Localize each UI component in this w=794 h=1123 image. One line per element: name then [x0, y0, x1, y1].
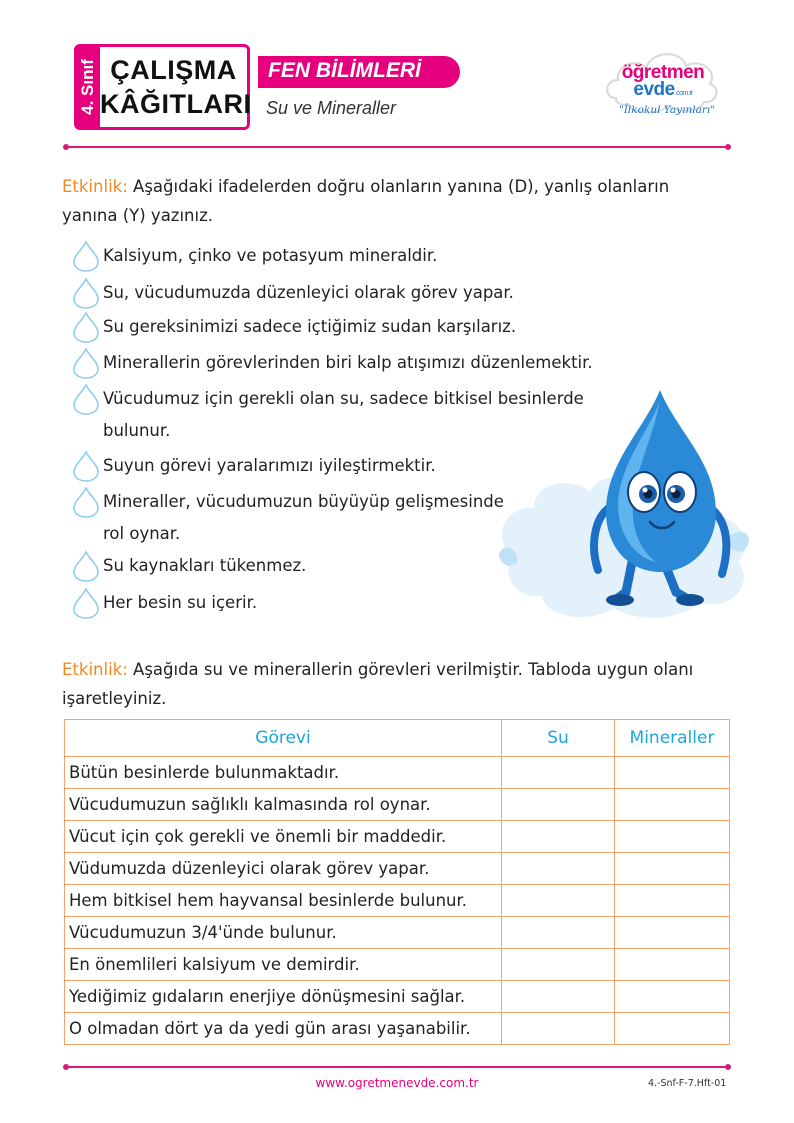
statement-text: Her besin su içerir.	[103, 593, 258, 612]
statement-text: Kalsiyum, çinko ve potasyum mineraldir.	[103, 246, 438, 265]
minerals-answer-cell[interactable]	[615, 1013, 730, 1045]
minerals-answer-cell[interactable]	[615, 885, 730, 917]
minerals-answer-cell[interactable]	[615, 917, 730, 949]
column-header-water: Su	[502, 720, 615, 757]
duty-cell: Vücut için çok gerekli ve önemli bir maddedir.	[65, 821, 502, 853]
activity2-instruction: Etkinlik: Aşağıda su ve minerallerin görevleri verilmiştir. Tabloda uygun olanı işaretleyiniz.	[62, 660, 694, 708]
duty-cell: O olmadan dört ya da yedi gün arası yaşanabilir.	[65, 1013, 502, 1045]
duty-cell: Hem bitkisel hem hayvansal besinlerde bulunur.	[65, 885, 502, 917]
water-answer-cell[interactable]	[502, 917, 615, 949]
water-answer-cell[interactable]	[502, 1013, 615, 1045]
table-row	[65, 789, 730, 821]
water-drop-icon[interactable]	[72, 277, 100, 309]
water-drop-icon[interactable]	[72, 311, 100, 343]
water-answer-cell[interactable]	[502, 949, 615, 981]
footer-divider	[66, 1066, 728, 1068]
water-drop-icon[interactable]	[72, 550, 100, 582]
water-drop-icon[interactable]	[72, 587, 100, 619]
statement-text: Mineraller, vücudumuzun büyüyüp gelişmesinde rol oynar.	[103, 492, 504, 543]
statement-item	[72, 347, 593, 379]
logo-text: öğretmen evde.com.tr	[621, 62, 705, 100]
table-row	[65, 853, 730, 885]
statement-text: Su, vücudumuzda düzenleyici olarak görev yapar.	[103, 283, 514, 302]
minerals-answer-cell[interactable]	[615, 949, 730, 981]
minerals-answer-cell[interactable]	[615, 853, 730, 885]
title-line-2: KÂĞITLARI	[100, 89, 252, 119]
worksheet-title-box	[100, 44, 250, 130]
minerals-answer-cell[interactable]	[615, 821, 730, 853]
water-answer-cell[interactable]	[502, 981, 615, 1013]
table-header-row	[65, 720, 730, 757]
water-answer-cell[interactable]	[502, 821, 615, 853]
duty-cell: Vücudumuzun 3/4'ünde bulunur.	[65, 917, 502, 949]
statement-text: Su gereksinimizi sadece içtiğimiz sudan karşılarız.	[103, 317, 517, 336]
statement-item	[72, 277, 514, 309]
statement-text: Su kaynakları tükenmez.	[103, 556, 307, 575]
duties-table	[64, 719, 730, 1045]
table-row	[65, 885, 730, 917]
water-drop-icon[interactable]	[72, 347, 100, 379]
table-row	[65, 757, 730, 789]
water-drop-icon[interactable]	[72, 383, 100, 415]
statement-item	[72, 240, 437, 272]
statement-item	[72, 486, 504, 550]
table-row	[65, 917, 730, 949]
table-row	[65, 821, 730, 853]
statement-text: Suyun görevi yaralarımızı iyileştirmektir.	[103, 456, 436, 475]
water-drop-mascot	[494, 386, 756, 628]
column-header-duty: Görevi	[65, 720, 502, 757]
minerals-answer-cell[interactable]	[615, 757, 730, 789]
duty-cell: Vüdumuzda düzenleyici olarak görev yapar.	[65, 853, 502, 885]
table-row	[65, 949, 730, 981]
subject-label: FEN BİLİMLERİ	[268, 59, 421, 82]
minerals-answer-cell[interactable]	[615, 789, 730, 821]
water-answer-cell[interactable]	[502, 789, 615, 821]
water-answer-cell[interactable]	[502, 885, 615, 917]
subject-badge	[258, 56, 460, 88]
minerals-answer-cell[interactable]	[615, 981, 730, 1013]
statement-item	[72, 550, 306, 582]
statement-item	[72, 311, 516, 343]
table-row	[65, 981, 730, 1013]
duty-cell: En önemlileri kalsiyum ve demirdir.	[65, 949, 502, 981]
ogretmenevde-logo	[604, 44, 722, 128]
duty-cell: Yediğimiz gıdaların enerjiye dönüşmesini sağlar.	[65, 981, 502, 1013]
statement-text: Vücudumuz için gerekli olan su, sadece bitkisel besinlerde bulunur.	[103, 389, 584, 440]
column-header-minerals: Mineraller	[615, 720, 730, 757]
table-row	[65, 1013, 730, 1045]
statement-item	[72, 450, 436, 482]
statement-text: Minerallerin görevlerinden biri kalp atışımızı düzenlemektir.	[103, 353, 593, 372]
activity2-label: Etkinlik:	[62, 660, 128, 679]
topic-label: Su ve Mineraller	[266, 98, 397, 118]
activity1-label: Etkinlik:	[62, 177, 128, 196]
title-line-1: ÇALIŞMA	[110, 55, 237, 85]
grade-label: 4. Sınıf	[78, 59, 97, 115]
footer-code: 4.-Snf-F-7.Hft-01	[648, 1078, 727, 1089]
duty-cell: Bütün besinlerde bulunmaktadır.	[65, 757, 502, 789]
statement-item	[72, 587, 257, 619]
water-answer-cell[interactable]	[502, 757, 615, 789]
footer-url[interactable]: www.ogretmenevde.com.tr	[315, 1076, 479, 1090]
water-answer-cell[interactable]	[502, 853, 615, 885]
logo-tagline: "İlkokul Yayınları"	[618, 104, 716, 116]
water-drop-icon[interactable]	[72, 240, 100, 272]
header-divider	[66, 146, 728, 148]
duty-cell: Vücudumuzun sağlıklı kalmasında rol oynar.	[65, 789, 502, 821]
grade-tab	[74, 44, 102, 130]
activity1-instruction: Etkinlik: Aşağıdaki ifadelerden doğru olanların yanına (D), yanlış olanların yanına (Y) yazınız.	[62, 177, 670, 225]
water-drop-icon[interactable]	[72, 450, 100, 482]
water-drop-icon[interactable]	[72, 486, 100, 518]
